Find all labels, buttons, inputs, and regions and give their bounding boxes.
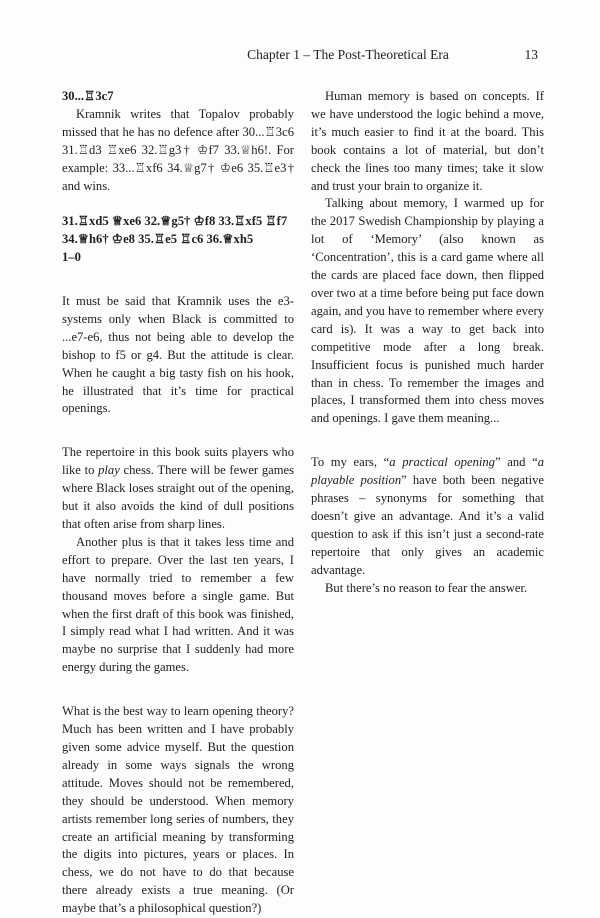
paragraph-best-way: What is the best way to learn opening theory? Much has been written and I have probably given some advice myself. But the question already in some ways signals the wrong attitude. Moves should not be remembered, they should be understood. When memory artists remember long series of numbers, they create an artificial meaning by transforming the digits into pictures, years or places. In chess, we do not have to do that because there already exists a true meaning. (Or maybe that’s a philosophical question?) (62, 704, 294, 916)
paragraph-talking-memory: Talking about memory, I warmed up for the 2017 Swedish Championship by playing a lot of ‘Memory’ (also known as ‘Concentration’, this is a card game where all the cards are placed face down, then flipped over two at a time before being put face down again, and you have to remember where every card is). It was a way to get back into competitive mode after a long break. Insufficient focus is punished much harder than in chess. To remember the images and places, I transformed them into chess moves and openings. I gave them meaning... (311, 196, 544, 426)
left-column (62, 88, 294, 918)
move-heading: 30...♖3c7 (62, 89, 114, 103)
running-head: Chapter 1 – The Post-Theoretical Era (247, 47, 449, 62)
paragraph-e3-systems: It must be said that Kramnik uses the e3-systems only when Black is committed to ...e7-e6, thus not being able to develop the bishop to f5 or g4. But the attitude is clear. When he caught a big tasty fish on his hook, he illustrated that it’s time for practical openings. (62, 294, 294, 416)
paragraph-no-reason: But there’s no reason to fear the answer. (325, 580, 528, 595)
kramnik-note: Kramnik writes that Topalov probably missed that he has no defence after 30...♖3c6 31.♖d3 ♖xe6 32.♖g3† ♔f7 33.♕h6!. For example: 33...♖xf6 34.♕g7† ♔e6 35.♖e3† and wins. (62, 106, 294, 193)
game-result: 1–0 (62, 250, 81, 265)
paragraph-human-memory: Human memory is based on concepts. If we have understood the logic behind a move, it’s much easier to find it at the board. This book contains a lot of material, but don’t check the lines too many times; take it slow and trust your brain to organize it. (311, 89, 544, 193)
right-column (311, 88, 544, 597)
paragraph-practical-opening: To my ears, “a practical opening” and “a playable position” have both been negative phrases – synonyms for something that doesn’t give an advantage. And it’s a valid question to ask if this isn’t just a second-rate repertoire that only gives an academic advantage. (311, 455, 544, 577)
main-line-moves: 31.♖xd5 ♕xe6 32.♕g5† ♔f8 33.♖xf5 ♖f7 34.♕h6† ♔e8 35.♖e5 ♖c6 36.♕xh5 (62, 214, 288, 247)
paragraph-another-plus: Another plus is that it takes less time and effort to prepare. Over the last ten years, I have normally tried to remember a few thousand moves before a single game. But when the first draft of this book was finished, I simply read what I had written. And it was maybe no surprise that I suddenly had more energy during the games. (62, 534, 294, 675)
page-number: 13 (524, 47, 538, 62)
paragraph-repertoire: The repertoire in this book suits players who like to play chess. There will be fewer games where Black loses straight out of the opening, but it also avoids the kind of dull positions that often arise from sharp lines. (62, 445, 294, 532)
